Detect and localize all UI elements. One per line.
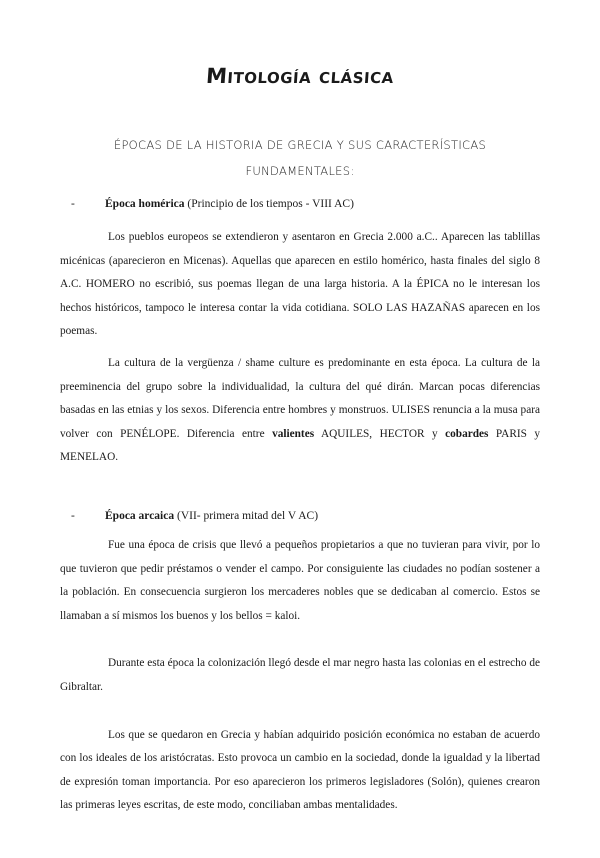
paragraph-text: Los pueblos europeos se extendieron y asentaron en Grecia 2.000 a.C.. Aparecen las tablillas micénicas (aparecieron en Micenas). Aquellas que aparecen en estilo homérico, hasta finales del siglo 8 A.C. HOMERO no escribió, sus poemas llegan de una larga historia. A la ÉPICA no le interesan los hechos históricos, tampoco le interesa contar la vida cotidiana. SOLO LAS HAZAÑAS aparecen en los poemas. [60, 231, 540, 338]
paragraph [60, 724, 540, 818]
paragraph [60, 226, 540, 344]
section-title: Época homérica [105, 198, 185, 210]
paragraph-text: AQUILES, HECTOR y [314, 427, 446, 440]
paragraph-text: PARIS y MENELAO. [60, 427, 541, 464]
paragraph [60, 534, 540, 628]
paragraph [60, 652, 540, 699]
bold-term: cobardes [445, 427, 489, 440]
paragraph [60, 352, 540, 470]
subtitle-line-1: ÉPOCAS DE LA HISTORIA DE GRECIA Y SUS CARACTERÍSTICAS [113, 138, 487, 152]
paragraph-text: La cultura de la vergüenza / shame culture es predominante en esta época. La cultura de la preeminencia del grupo sobre la individualidad, la cultura del qué dirán. Marcan pocas diferencias basadas en las etnias y los sexos. Diferencia entre hombres y monstruos. ULISES renuncia a la musa para volver con PENÉLOPE. Diferencia entre [60, 356, 540, 440]
section-title: Época arcaica [105, 509, 175, 522]
subtitle-line-2: FUNDAMENTALES: [245, 164, 355, 178]
bullet-dash: - [71, 198, 75, 210]
section-range: (VII- primera mitad del V AC) [174, 509, 319, 522]
document-title: Mitología clásica [205, 64, 395, 88]
bullet-dash: - [71, 509, 75, 522]
paragraph-text: Fue una época de crisis que llevó a pequeños propietarios a que no tuvieran para vivir, por lo que tuvieron que pedir préstamos o vender el campo. Por consiguiente las ciudades no podían sostener a la población. En consecuencia surgieron los mercaderes nobles que se dedicaban al comercio. Estos se llamaban a sí mismos los buenos y los bellos = kaloi. [60, 538, 540, 622]
bold-term: valientes [272, 427, 315, 440]
section-heading-homerica [60, 194, 540, 214]
section-heading-arcaica [60, 506, 540, 526]
paragraph-text: Los que se quedaron en Grecia y habían adquirido posición económica no estaban de acuerdo con los ideales de los aristócratas. Esto provoca un cambio en la sociedad, donde la igualdad y la libertad de expresión toman importancia. Por eso aparecieron los primeros legisladores (Solón), quienes crearon las primeras leyes escritas, de este modo, conciliaban ambas mentalidades. [60, 728, 540, 812]
paragraph-text: Durante esta época la colonización llegó desde el mar negro hasta las colonias en el estrecho de Gibraltar. [60, 657, 540, 693]
section-range: (Principio de los tiempos - VIII AC) [184, 198, 354, 210]
